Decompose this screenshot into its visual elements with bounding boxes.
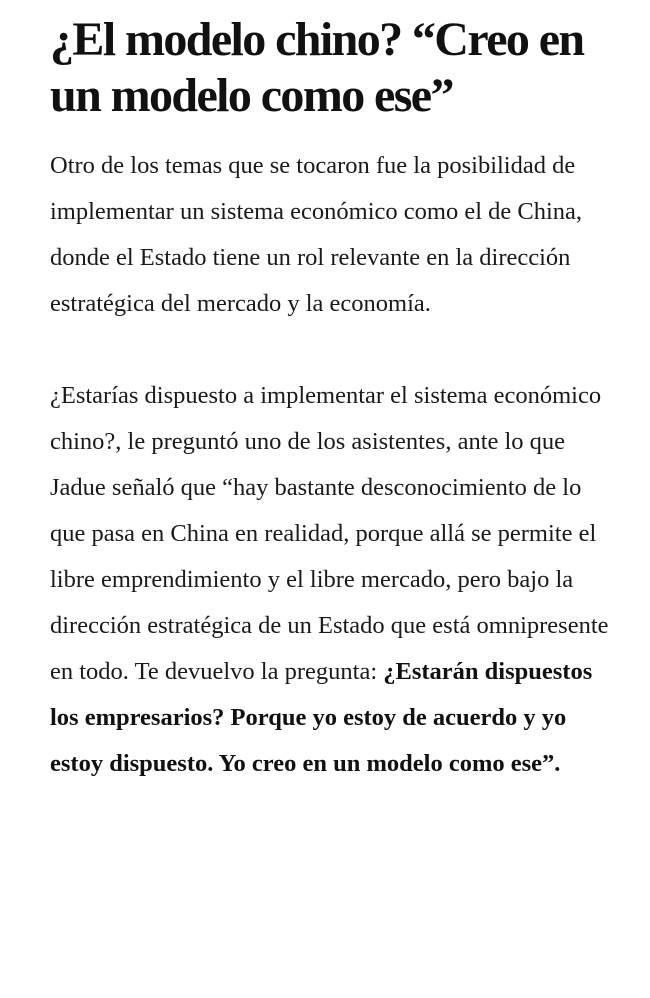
paragraph-bold-quote: ¿Estarán dispuestos los empresarios? Porque yo estoy de acuerdo y yo estoy dispuesto. Yo creo en un modelo como ese”. [50,658,593,777]
article-paragraph: Otro de los temas que se tocaron fue la posibilidad de implementar un sistema económico como el de China, donde el Estado tiene un rol relevante en la dirección estratégica del mercado y la economía. [50,152,583,317]
article-paragraph-quote [50,373,620,787]
paragraph-regular-text: ¿Estarías dispuesto a implementar el sistema económico chino?, le preguntó uno de los asistentes, ante lo que Jadue señaló que “hay bastante desconocimiento de lo que pasa en China en realidad, porque allá se permite el libre emprendimiento y el libre mercado, pero bajo la dirección estratégica de un Estado que está omnipresente en todo. Te devuelvo la pregunta: [50,382,609,685]
article-headline: ¿El modelo chino? “Creo en un modelo como ese” [50,13,584,122]
article-body [50,0,620,787]
